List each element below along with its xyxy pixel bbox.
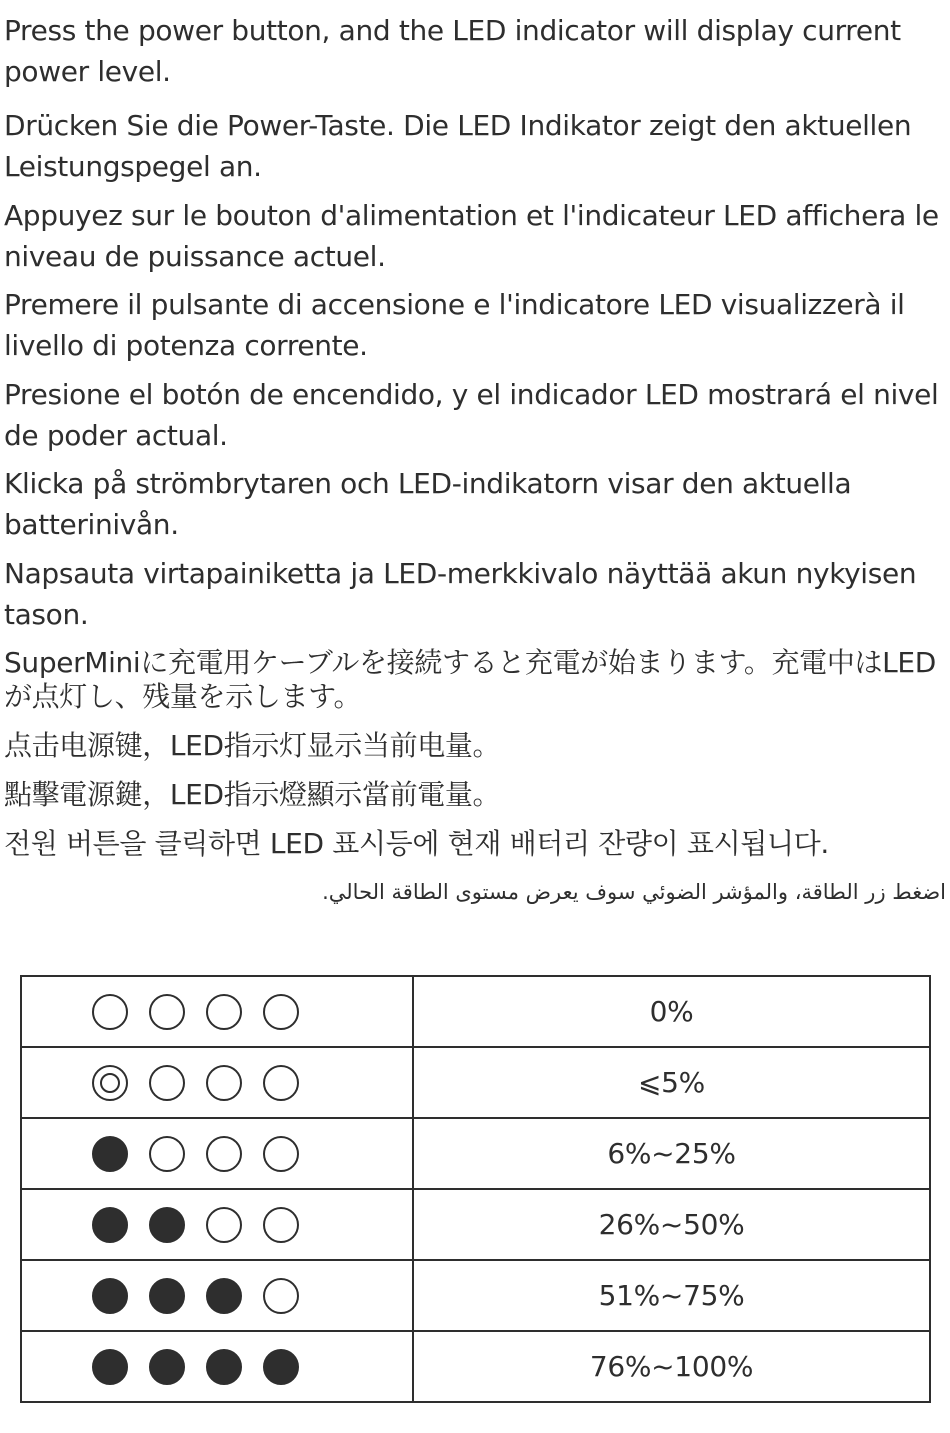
led-off-icon	[149, 1065, 185, 1101]
power-level-label: ⩽5%	[413, 1047, 930, 1118]
led-level-row	[21, 1189, 930, 1260]
led-indicator-group	[22, 1278, 412, 1314]
led-on-icon	[92, 1278, 128, 1314]
led-level-row	[21, 1118, 930, 1189]
instruction-sv: Klicka på strömbrytaren och LED-indikatorn visar den aktuella batterinivån.	[4, 467, 852, 541]
power-level-label: 76%~100%	[413, 1331, 930, 1402]
led-level-rows	[21, 976, 930, 1402]
led-on-icon	[92, 1349, 128, 1385]
instruction-ar: اضغط زر الطاقة، والمؤشر الضوئي سوف يعرض مستوى الطاقة الحالي.	[322, 880, 946, 904]
led-indicator-cell	[21, 1260, 413, 1331]
led-indicator-group	[22, 1065, 412, 1101]
led-off-icon	[206, 1136, 242, 1172]
instruction-zh-cn: 点击电源键，LED指示灯显示当前电量。	[4, 729, 501, 762]
led-on-icon	[149, 1278, 185, 1314]
instruction-zh-tw: 點擊電源鍵，LED指示燈顯示當前電量。	[4, 778, 501, 811]
led-level-row	[21, 1260, 930, 1331]
instruction-ko: 전원 버튼을 클릭하면 LED 표시등에 현재 배터리 잔량이 표시됩니다.	[4, 827, 829, 860]
power-level-label: 51%~75%	[413, 1260, 930, 1331]
led-blink-icon	[92, 1065, 128, 1101]
instruction-fi: Napsauta virtapainiketta ja LED-merkkivalo näyttää akun nykyisen tason.	[4, 557, 917, 631]
led-level-table	[20, 975, 931, 1403]
power-level-label: 0%	[413, 976, 930, 1047]
led-indicator-group	[22, 1136, 412, 1172]
power-level-label: 26%~50%	[413, 1189, 930, 1260]
led-on-icon	[92, 1136, 128, 1172]
led-indicator-cell	[21, 1047, 413, 1118]
power-level-label: 6%~25%	[413, 1118, 930, 1189]
led-on-icon	[206, 1278, 242, 1314]
led-level-row	[21, 1047, 930, 1118]
instruction-es: Presione el botón de encendido, y el indicador LED mostrará el nivel de poder actual.	[4, 378, 939, 452]
led-indicator-group	[22, 1349, 412, 1385]
led-on-icon	[263, 1349, 299, 1385]
led-off-icon	[206, 1065, 242, 1101]
led-off-icon	[92, 994, 128, 1030]
led-level-row	[21, 976, 930, 1047]
instruction-en: Press the power button, and the LED indicator will display current power level.	[4, 14, 901, 88]
led-off-icon	[263, 1207, 299, 1243]
led-on-icon	[206, 1349, 242, 1385]
led-off-icon	[206, 1207, 242, 1243]
led-indicator-cell	[21, 1331, 413, 1402]
instruction-de: Drücken Sie die Power-Taste. Die LED Indikator zeigt den aktuellen Leistungspegel an.	[4, 109, 912, 183]
led-on-icon	[92, 1207, 128, 1243]
led-indicator-cell	[21, 976, 413, 1047]
led-off-icon	[206, 994, 242, 1030]
led-indicator-group	[22, 1207, 412, 1243]
instruction-it: Premere il pulsante di accensione e l'indicatore LED visualizzerà il livello di potenza corrente.	[4, 288, 905, 362]
led-off-icon	[149, 994, 185, 1030]
led-level-row	[21, 1331, 930, 1402]
instruction-fr: Appuyez sur le bouton d'alimentation et l'indicateur LED affichera le niveau de puissance actuel.	[4, 199, 939, 273]
led-indicator-group	[22, 994, 412, 1030]
led-off-icon	[263, 1136, 299, 1172]
led-off-icon	[263, 1278, 299, 1314]
led-on-icon	[149, 1207, 185, 1243]
led-indicator-cell	[21, 1118, 413, 1189]
led-on-icon	[149, 1349, 185, 1385]
led-off-icon	[149, 1136, 185, 1172]
instruction-ja: SuperMiniに充電用ケーブルを接続すると充電が始まります。充電中はLEDが点灯し、残量を示します。	[4, 646, 936, 713]
led-off-icon	[263, 1065, 299, 1101]
led-off-icon	[263, 994, 299, 1030]
led-indicator-cell	[21, 1189, 413, 1260]
